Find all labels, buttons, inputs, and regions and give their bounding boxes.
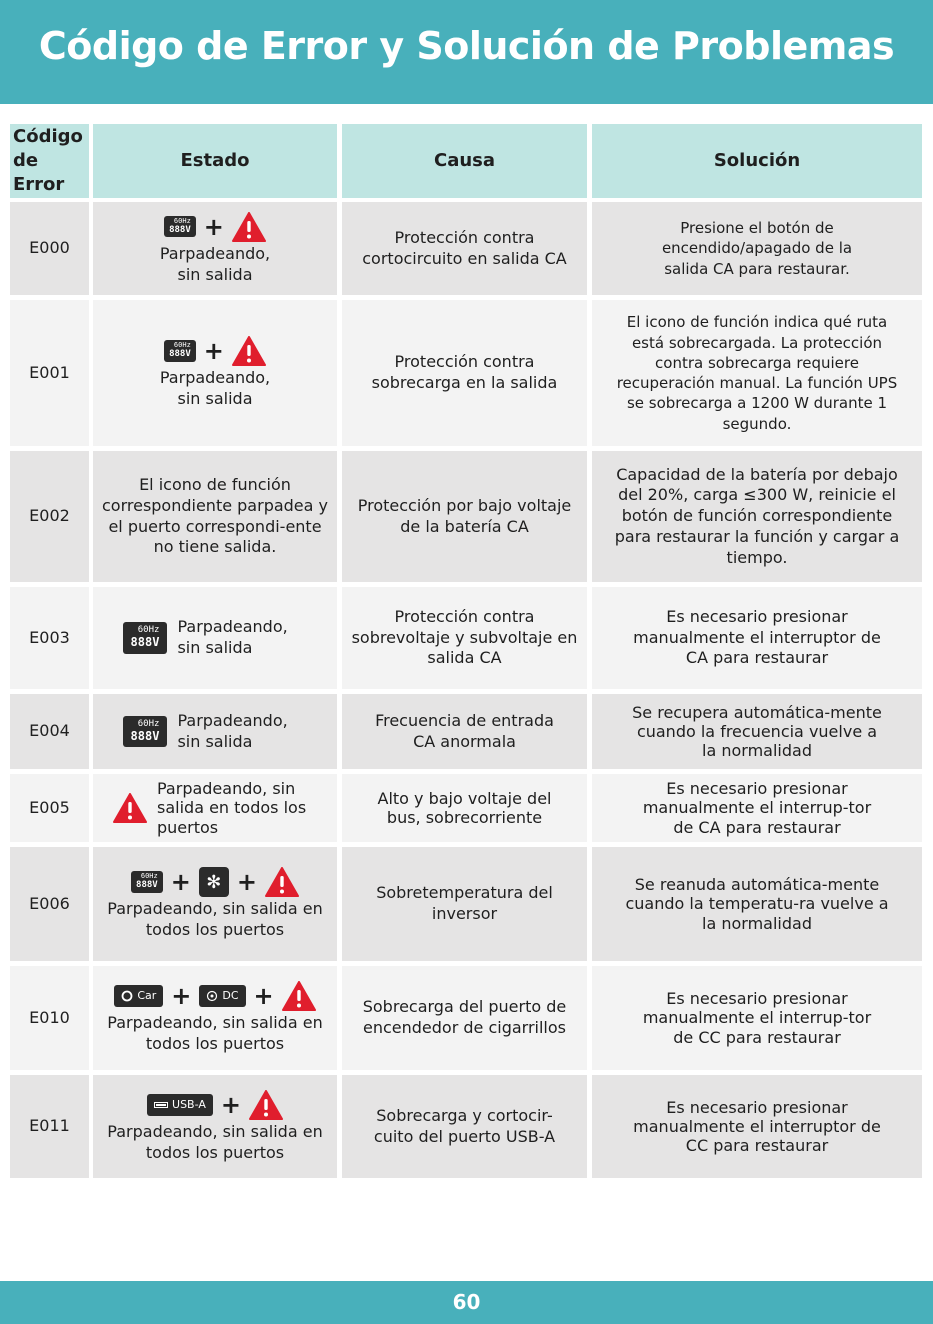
status-e005	[93, 774, 337, 842]
status-text: Parpadeando, sin salida en todos los puertos	[107, 1013, 323, 1053]
car-label: Car	[137, 989, 157, 1003]
solution-e011: Es necesario presionar manualmente el interruptor de CC para restaurar	[592, 1075, 922, 1178]
code-e011: E011	[10, 1075, 89, 1178]
dc-label: DC	[222, 989, 239, 1003]
cause-e010: Sobrecarga del puerto de encendedor de cigarrillos	[342, 966, 587, 1070]
header-code: Código de Error	[10, 124, 89, 198]
code-e002: E002	[10, 451, 89, 582]
plus-sign: +	[170, 868, 191, 897]
code-e004: E004	[10, 694, 89, 769]
status-text: Parpadeando, sin salida	[177, 710, 288, 751]
status-e010	[93, 966, 337, 1070]
code-e005: E005	[10, 774, 89, 842]
usb-symbol-icon	[154, 1101, 168, 1109]
warning-icon	[232, 212, 266, 242]
solution-e003: Es necesario presionar manualmente el interruptor de CA para restaurar	[592, 587, 922, 689]
usb-port-icon	[147, 1094, 213, 1116]
cause-e002: Protección por bajo voltaje de la batería CA	[342, 451, 587, 582]
code-e010: E010	[10, 966, 89, 1070]
plus-sign: +	[203, 337, 224, 366]
car-port-icon	[114, 985, 163, 1007]
status-e001	[93, 300, 337, 446]
warning-icon	[249, 1090, 283, 1120]
status-icons	[164, 336, 266, 366]
page-title: Código de Error y Solución de Problemas	[38, 24, 895, 68]
lcd-display-icon: 60Hz 888V	[131, 871, 163, 893]
status-e011	[93, 1075, 337, 1178]
status-text: El icono de función correspondiente parpadea y el puerto correspondi-ente no tiene salida.	[101, 474, 329, 557]
lcd-display-icon: 60Hz 888V	[123, 622, 168, 653]
status-text: Parpadeando, sin salida	[177, 617, 288, 657]
dc-ring-icon	[206, 990, 218, 1002]
status-e000	[93, 202, 337, 295]
status-icons	[164, 212, 266, 242]
code-e000: E000	[10, 202, 89, 295]
page-number: 60	[452, 1290, 481, 1314]
page-header	[0, 0, 933, 104]
status-text: Parpadeando, sin salida	[159, 243, 271, 284]
page-footer	[0, 1281, 933, 1324]
solution-e004: Se recupera automática-mente cuando la frecuencia vuelve a la normalidad	[592, 694, 922, 769]
plus-sign: +	[220, 1090, 241, 1119]
status-e006	[93, 847, 337, 961]
lcd-display-icon: 60Hz 888V	[123, 716, 168, 747]
fan-icon: ✻	[199, 867, 229, 897]
status-text: Parpadeando, sin salida en todos los puertos	[107, 899, 323, 939]
solution-e005: Es necesario presionar manualmente el interrup-tor de CA para restaurar	[592, 774, 922, 842]
header-solution: Solución	[592, 124, 922, 198]
warning-icon	[232, 336, 266, 366]
warning-icon	[282, 981, 316, 1011]
cause-e006: Sobretemperatura del inversor	[342, 847, 587, 961]
cause-e000: Protección contra cortocircuito en salida CA	[342, 202, 587, 295]
usb-label: USB-A	[172, 1097, 206, 1111]
status-text: Parpadeando, sin salida en todos los puertos	[157, 779, 307, 837]
status-text: Parpadeando, sin salida en todos los puertos	[107, 1121, 323, 1162]
dc-port-icon	[199, 985, 245, 1007]
status-text: Parpadeando, sin salida	[159, 368, 271, 408]
status-e002	[93, 451, 337, 582]
solution-e002: Capacidad de la batería por debajo del 20%, carga ≤300 W, reinicie el botón de función correspondiente para restaurar la función y cargar a tiempo.	[592, 451, 922, 582]
header-status: Estado	[93, 124, 337, 198]
solution-e000: Presione el botón de encendido/apagado de la salida CA para restaurar.	[592, 202, 922, 295]
lcd-display-icon: 60Hz 888V	[164, 216, 196, 238]
status-e003	[93, 587, 337, 689]
status-e004	[93, 694, 337, 769]
plus-sign: +	[236, 868, 257, 897]
car-ring-icon	[121, 990, 133, 1002]
plus-sign: +	[203, 212, 224, 241]
header-cause: Causa	[342, 124, 587, 198]
solution-e001: El icono de función indica qué ruta está sobrecargada. La protección contra sobrecarga requiere recuperación manual. La función UPS se sobrecarga a 1200 W durante 1 segundo.	[592, 300, 922, 446]
solution-e006: Se reanuda automática-mente cuando la temperatu-ra vuelve a la normalidad	[592, 847, 922, 961]
solution-e010: Es necesario presionar manualmente el interrup-tor de CC para restaurar	[592, 966, 922, 1070]
status-icons	[131, 867, 299, 897]
cause-e005: Alto y bajo voltaje del bus, sobrecorriente	[342, 774, 587, 842]
plus-sign: +	[253, 982, 274, 1011]
code-e006: E006	[10, 847, 89, 961]
status-icons	[147, 1090, 283, 1120]
code-e001: E001	[10, 300, 89, 446]
cause-e003: Protección contra sobrevoltaje y subvoltaje en salida CA	[342, 587, 587, 689]
cause-e004: Frecuencia de entrada CA anormala	[342, 694, 587, 769]
status-icons	[114, 981, 315, 1011]
cause-e001: Protección contra sobrecarga en la salida	[342, 300, 587, 446]
lcd-display-icon: 60Hz 888V	[164, 340, 196, 362]
plus-sign: +	[171, 982, 192, 1011]
warning-icon	[113, 793, 147, 823]
warning-icon	[265, 867, 299, 897]
cause-e011: Sobrecarga y cortocir-cuito del puerto USB-A	[342, 1075, 587, 1178]
code-e003: E003	[10, 587, 89, 689]
